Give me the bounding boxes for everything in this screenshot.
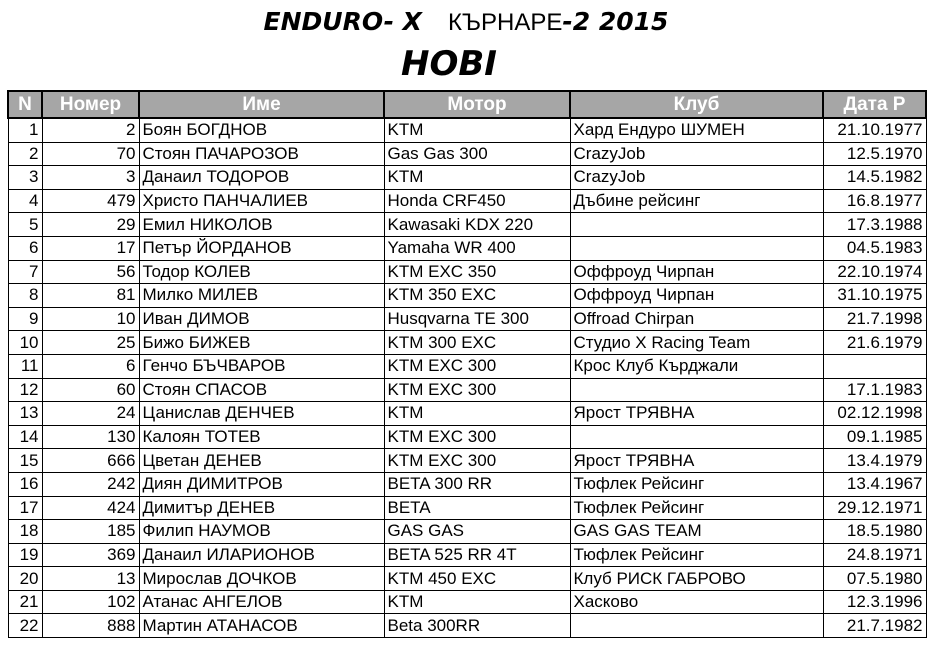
cell-number: 81 <box>42 284 139 308</box>
cell-name: Тодор КОЛЕВ <box>139 260 384 284</box>
table-row <box>8 118 926 142</box>
cell-birthdate: 24.8.1971 <box>823 543 926 567</box>
cell-n: 2 <box>8 142 42 166</box>
cell-name: Стоян ПАЧАРОЗОВ <box>139 142 384 166</box>
cell-name: Димитър ДЕНЕВ <box>139 496 384 520</box>
title-part-1: ENDURO- X <box>263 7 422 36</box>
cell-name: Калоян ТОТЕВ <box>139 425 384 449</box>
cell-name: Генчо БЪЧВАРОВ <box>139 354 384 378</box>
cell-number: 10 <box>42 307 139 331</box>
cell-number: 60 <box>42 378 139 402</box>
cell-name: Стоян СПАСОВ <box>139 378 384 402</box>
cell-club: Оффроуд Чирпан <box>570 260 823 284</box>
table-row <box>8 496 926 520</box>
cell-n: 6 <box>8 236 42 260</box>
cell-number: 242 <box>42 472 139 496</box>
header-birthdate: Дата Р <box>823 91 926 118</box>
cell-n: 19 <box>8 543 42 567</box>
cell-motor: Kawasaki KDX 220 <box>384 213 570 237</box>
cell-birthdate: 21.7.1998 <box>823 307 926 331</box>
cell-club: Хасково <box>570 590 823 614</box>
cell-birthdate: 13.4.1979 <box>823 449 926 473</box>
cell-n: 22 <box>8 614 42 638</box>
cell-n: 13 <box>8 402 42 426</box>
cell-motor: GAS GAS <box>384 520 570 544</box>
cell-name: Боян БОГДНОВ <box>139 118 384 142</box>
cell-n: 14 <box>8 425 42 449</box>
cell-n: 9 <box>8 307 42 331</box>
cell-club <box>570 213 823 237</box>
cell-n: 3 <box>8 166 42 190</box>
cell-motor: KTM <box>384 402 570 426</box>
cell-n: 12 <box>8 378 42 402</box>
cell-name: Филип НАУМОВ <box>139 520 384 544</box>
cell-number: 17 <box>42 236 139 260</box>
cell-name: Бижо БИЖЕВ <box>139 331 384 355</box>
table-row <box>8 142 926 166</box>
cell-club: Оффроуд Чирпан <box>570 284 823 308</box>
table-row <box>8 284 926 308</box>
cell-club: Студио X Racing Team <box>570 331 823 355</box>
cell-name: Диян ДИМИТРОВ <box>139 472 384 496</box>
title-part-3: -2 2015 <box>562 7 669 36</box>
page-title <box>0 6 932 39</box>
cell-name: Цанислав ДЕНЧЕВ <box>139 402 384 426</box>
cell-number: 888 <box>42 614 139 638</box>
cell-motor: Yamaha WR 400 <box>384 236 570 260</box>
cell-motor: Honda CRF450 <box>384 189 570 213</box>
cell-n: 1 <box>8 118 42 142</box>
table-row <box>8 189 926 213</box>
cell-club: Хард Ендуро ШУМЕН <box>570 118 823 142</box>
cell-number: 2 <box>42 118 139 142</box>
cell-motor: KTM 300 EXC <box>384 331 570 355</box>
table-row <box>8 331 926 355</box>
table-row <box>8 425 926 449</box>
cell-name: Данаил ТОДОРОВ <box>139 166 384 190</box>
cell-name: Атанас АНГЕЛОВ <box>139 590 384 614</box>
table-row <box>8 520 926 544</box>
table-row <box>8 354 926 378</box>
cell-birthdate: 12.3.1996 <box>823 590 926 614</box>
header-n: N <box>8 91 42 118</box>
table-row <box>8 260 926 284</box>
table-header-row <box>8 91 926 118</box>
cell-motor: BETA 525 RR 4T <box>384 543 570 567</box>
cell-club <box>570 614 823 638</box>
cell-n: 20 <box>8 567 42 591</box>
page-subtitle: HOBI <box>401 44 497 84</box>
cell-club <box>570 236 823 260</box>
cell-motor: KTM EXC 300 <box>384 449 570 473</box>
cell-number: 102 <box>42 590 139 614</box>
cell-n: 18 <box>8 520 42 544</box>
cell-name: Цветан ДЕНЕВ <box>139 449 384 473</box>
cell-motor: KTM EXC 300 <box>384 354 570 378</box>
cell-motor: BETA 300 RR <box>384 472 570 496</box>
cell-number: 24 <box>42 402 139 426</box>
cell-birthdate: 29.12.1971 <box>823 496 926 520</box>
cell-number: 70 <box>42 142 139 166</box>
cell-club <box>570 378 823 402</box>
cell-birthdate: 18.5.1980 <box>823 520 926 544</box>
cell-motor: KTM EXC 300 <box>384 378 570 402</box>
cell-motor: BETA <box>384 496 570 520</box>
cell-club: Клуб РИСК ГАБРОВО <box>570 567 823 591</box>
cell-club: Тюфлек Рейсинг <box>570 543 823 567</box>
cell-birthdate: 14.5.1982 <box>823 166 926 190</box>
cell-club: Крос Клуб Кърджали <box>570 354 823 378</box>
table-body <box>8 118 926 638</box>
cell-club: Offroad Chirpan <box>570 307 823 331</box>
cell-club: Тюфлек Рейсинг <box>570 496 823 520</box>
cell-number: 130 <box>42 425 139 449</box>
header-club: Клуб <box>570 91 823 118</box>
cell-birthdate: 07.5.1980 <box>823 567 926 591</box>
cell-birthdate: 09.1.1985 <box>823 425 926 449</box>
cell-n: 10 <box>8 331 42 355</box>
cell-club: Дъбине рейсинг <box>570 189 823 213</box>
cell-name: Данаил ИЛАРИОНОВ <box>139 543 384 567</box>
cell-club: Ярост ТРЯВНА <box>570 402 823 426</box>
header-name: Име <box>139 91 384 118</box>
cell-motor: KTM <box>384 590 570 614</box>
cell-motor: KTM 350 EXC <box>384 284 570 308</box>
table-row <box>8 472 926 496</box>
cell-name: Петър ЙОРДАНОВ <box>139 236 384 260</box>
cell-number: 666 <box>42 449 139 473</box>
table-row <box>8 567 926 591</box>
cell-birthdate: 17.3.1988 <box>823 213 926 237</box>
cell-birthdate: 12.5.1970 <box>823 142 926 166</box>
cell-number: 56 <box>42 260 139 284</box>
cell-number: 29 <box>42 213 139 237</box>
cell-n: 15 <box>8 449 42 473</box>
cell-name: Милко МИЛЕВ <box>139 284 384 308</box>
table-row <box>8 614 926 638</box>
cell-number: 369 <box>42 543 139 567</box>
header-motor: Мотор <box>384 91 570 118</box>
cell-birthdate: 04.5.1983 <box>823 236 926 260</box>
header-number: Номер <box>42 91 139 118</box>
cell-name: Мартин АТАНАСОВ <box>139 614 384 638</box>
cell-birthdate: 21.6.1979 <box>823 331 926 355</box>
cell-motor: KTM EXC 350 <box>384 260 570 284</box>
cell-club: GAS GAS TEAM <box>570 520 823 544</box>
cell-motor: Beta 300RR <box>384 614 570 638</box>
cell-motor: KTM EXC 300 <box>384 425 570 449</box>
cell-club: CrazyJob <box>570 142 823 166</box>
cell-birthdate: 02.12.1998 <box>823 402 926 426</box>
cell-number: 25 <box>42 331 139 355</box>
cell-motor: Husqvarna TE 300 <box>384 307 570 331</box>
cell-birthdate: 21.7.1982 <box>823 614 926 638</box>
cell-name: Иван ДИМОВ <box>139 307 384 331</box>
table-row <box>8 402 926 426</box>
cell-club: CrazyJob <box>570 166 823 190</box>
cell-n: 4 <box>8 189 42 213</box>
cell-name: Мирослав ДОЧКОВ <box>139 567 384 591</box>
cell-number: 6 <box>42 354 139 378</box>
cell-birthdate: 16.8.1977 <box>823 189 926 213</box>
cell-club <box>570 425 823 449</box>
cell-n: 17 <box>8 496 42 520</box>
cell-motor: Gas Gas 300 <box>384 142 570 166</box>
cell-motor: KTM <box>384 118 570 142</box>
cell-n: 7 <box>8 260 42 284</box>
cell-n: 11 <box>8 354 42 378</box>
table-row <box>8 213 926 237</box>
cell-birthdate: 31.10.1975 <box>823 284 926 308</box>
cell-name: Христо ПАНЧАЛИЕВ <box>139 189 384 213</box>
cell-birthdate: 21.10.1977 <box>823 118 926 142</box>
cell-number: 424 <box>42 496 139 520</box>
table-row <box>8 378 926 402</box>
table-row <box>8 307 926 331</box>
cell-motor: KTM 450 EXC <box>384 567 570 591</box>
table-row <box>8 590 926 614</box>
cell-n: 8 <box>8 284 42 308</box>
cell-n: 16 <box>8 472 42 496</box>
cell-number: 3 <box>42 166 139 190</box>
cell-motor: KTM <box>384 166 570 190</box>
cell-n: 5 <box>8 213 42 237</box>
cell-number: 185 <box>42 520 139 544</box>
table-row <box>8 543 926 567</box>
table-row <box>8 166 926 190</box>
cell-club: Ярост ТРЯВНА <box>570 449 823 473</box>
results-table <box>7 90 927 638</box>
cell-club: Тюфлек Рейсинг <box>570 472 823 496</box>
cell-birthdate <box>823 354 926 378</box>
cell-birthdate: 17.1.1983 <box>823 378 926 402</box>
cell-name: Емил НИКОЛОВ <box>139 213 384 237</box>
cell-birthdate: 22.10.1974 <box>823 260 926 284</box>
cell-n: 21 <box>8 590 42 614</box>
title-part-2: КЪРНАРЕ <box>448 9 563 36</box>
cell-birthdate: 13.4.1967 <box>823 472 926 496</box>
table-row <box>8 236 926 260</box>
table-row <box>8 449 926 473</box>
cell-number: 13 <box>42 567 139 591</box>
cell-number: 479 <box>42 189 139 213</box>
